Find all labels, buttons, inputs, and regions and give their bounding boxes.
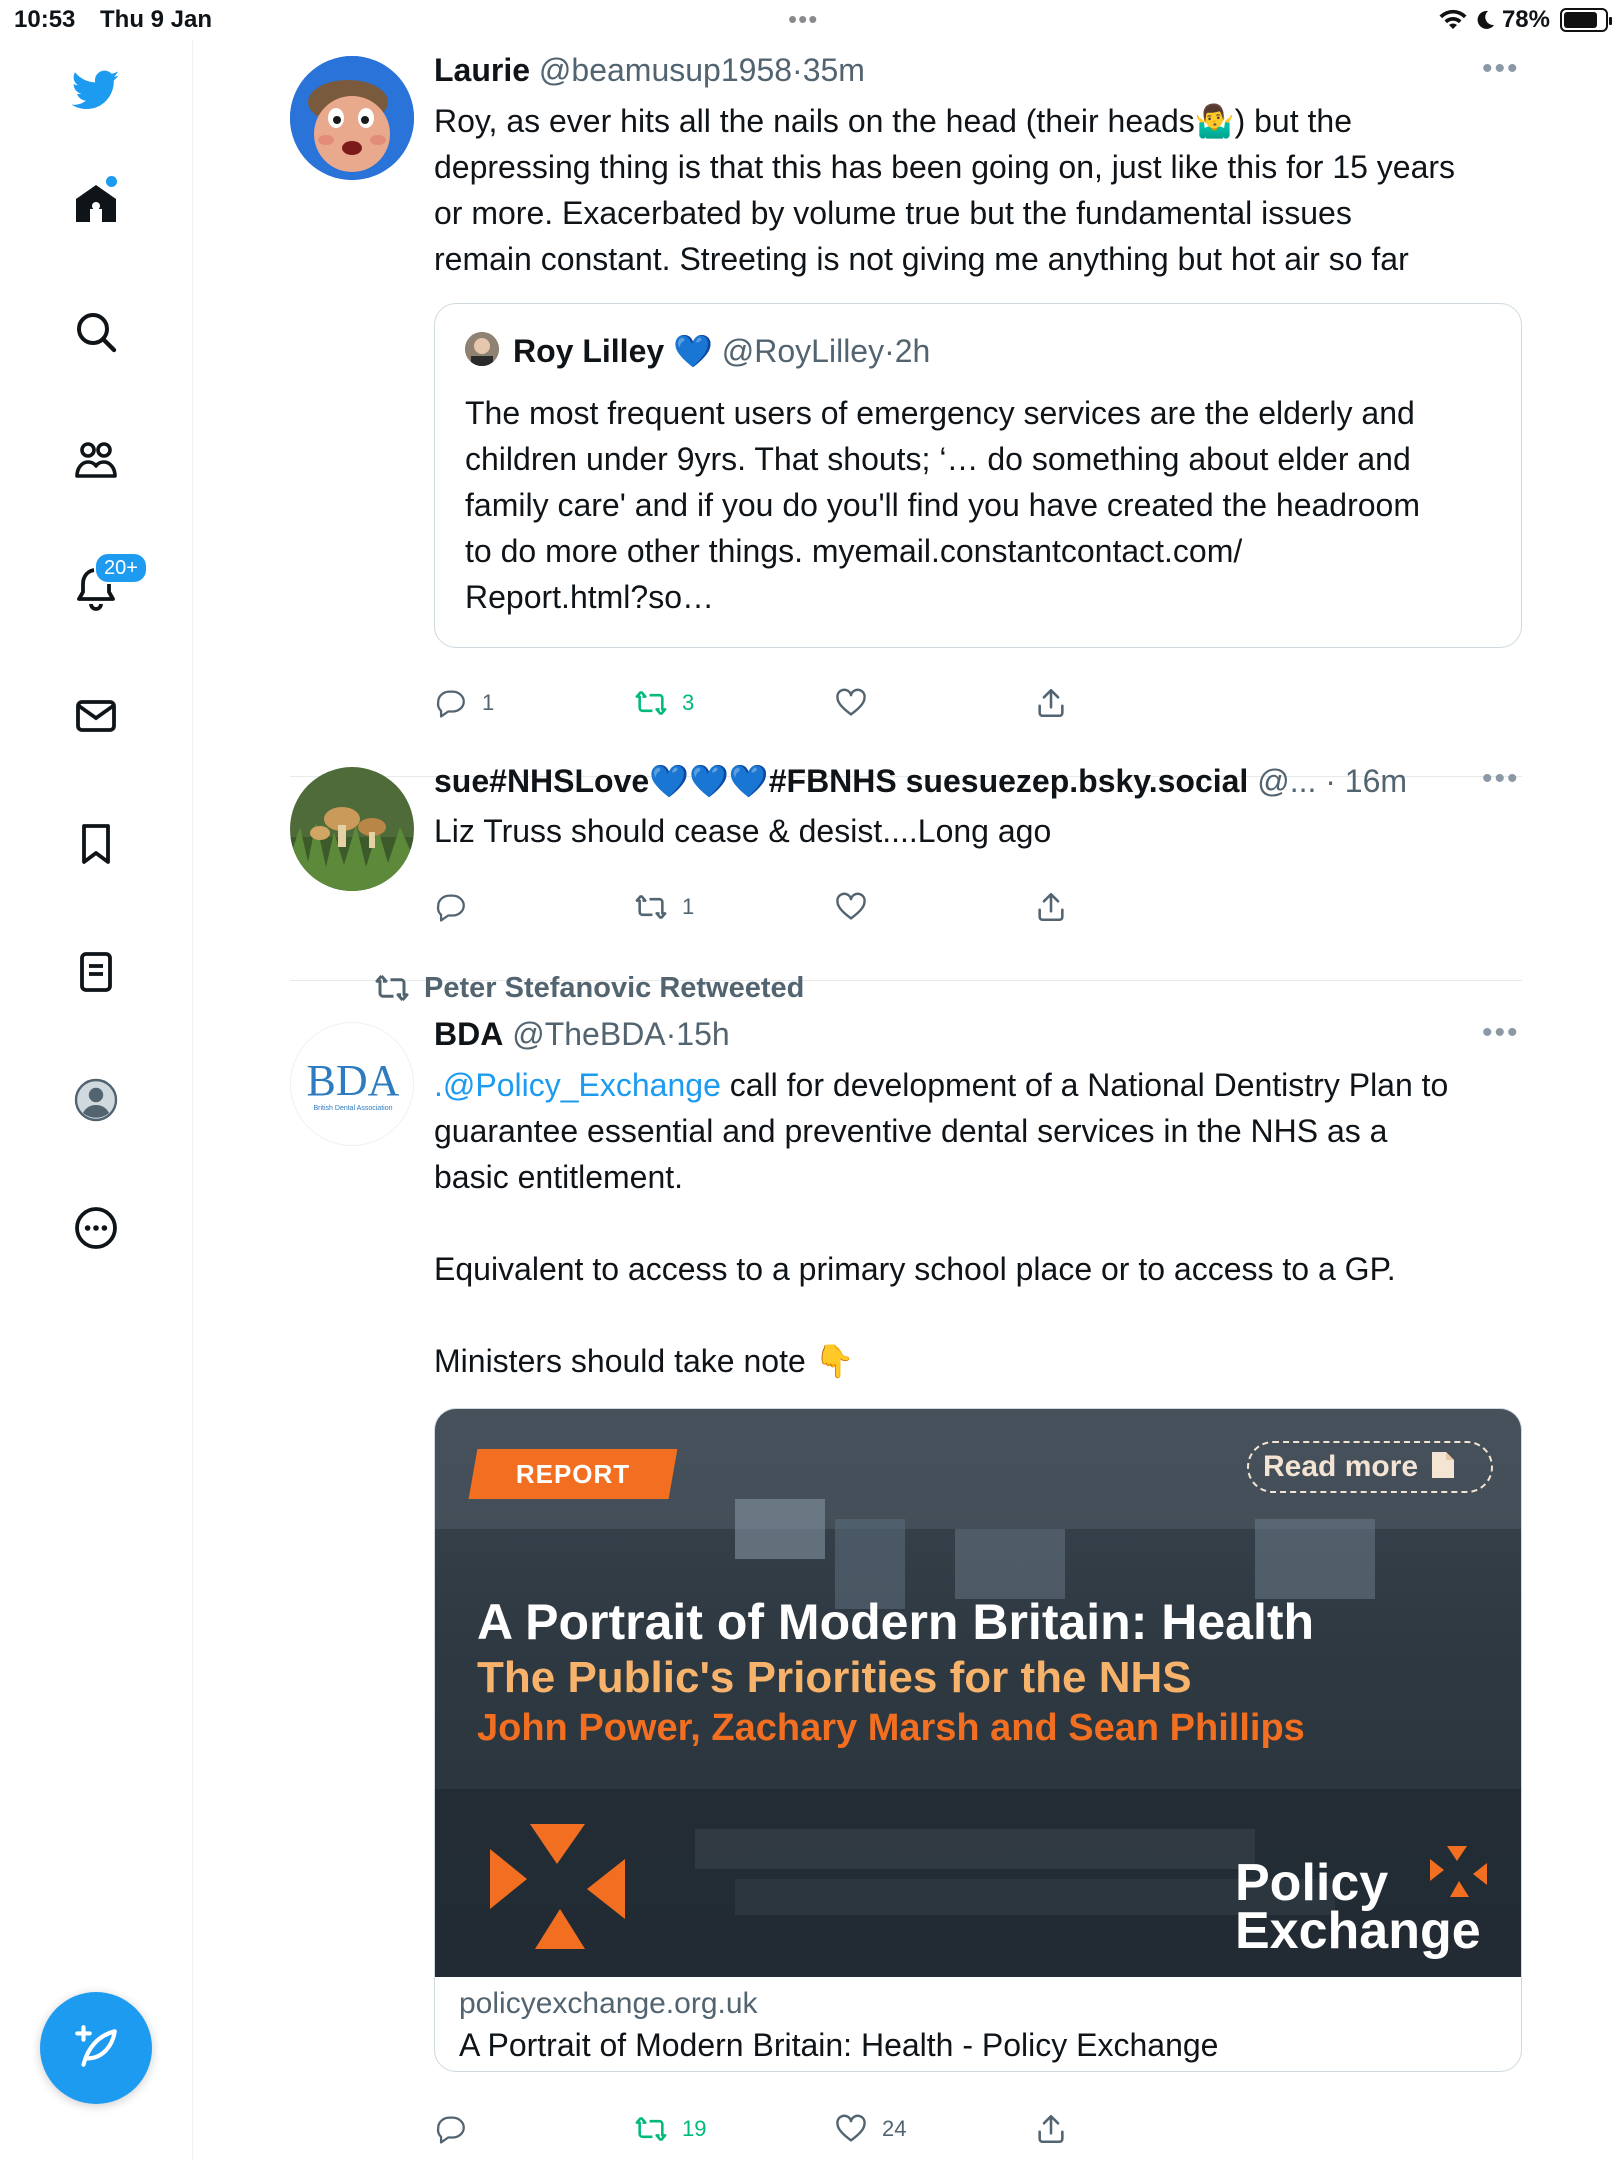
heart-icon	[834, 686, 868, 720]
handle[interactable]: @TheBDA	[512, 1016, 666, 1052]
nav-notifications[interactable]	[64, 556, 138, 620]
compose-feather-icon	[71, 2023, 121, 2073]
card-authors: John Power, Zachary Marsh and Sean Phillips	[477, 1707, 1305, 1749]
battery-percent: 78%	[1501, 6, 1550, 33]
link-domain: policyexchange.org.uk	[459, 1987, 758, 2020]
retweet-icon	[634, 890, 668, 924]
status-time: 10:53	[14, 6, 76, 33]
link-title: A Portrait of Modern Britain: Health - Policy Exchange	[459, 2027, 1219, 2063]
nav-communities[interactable]	[64, 428, 128, 492]
handle[interactable]: @beamusup1958	[538, 52, 793, 88]
policy-exchange-mark-icon	[475, 1809, 645, 1959]
nav-explore[interactable]	[64, 300, 128, 364]
retweeted-by[interactable]: Peter Stefanovic Retweeted	[374, 970, 804, 1006]
reply-count: 1	[482, 690, 495, 715]
separator: ·	[792, 52, 803, 88]
quote-text: The most frequent users of emergency services are the elderly and children under 9yrs. That shouts; ‘… do something about elder and family care' and if you do you'll find you have created the headroom to do more other things. myemail.constantcontact.com/ Report.html?so…	[465, 395, 1420, 615]
communities-icon	[72, 436, 120, 484]
reply-button[interactable]	[434, 2112, 482, 2146]
profile-avatar-icon	[72, 1076, 120, 1124]
moon-icon	[1474, 9, 1496, 31]
like-button[interactable]	[834, 890, 882, 924]
tweet-text: Roy, as ever hits all the nails on the head (their heads🤷‍♂️) but the depressing thing is that this has been going on, just like this for 15 years or more. Exacerbated by volume true but the fundamental issues remain constant. Streeting is not giving me anything but hot air so far	[434, 103, 1456, 277]
retweet-count: 19	[682, 2116, 707, 2141]
battery-icon	[1560, 8, 1608, 32]
retweet-icon	[634, 686, 668, 720]
timestamp[interactable]: 35m	[802, 52, 865, 88]
nav-messages[interactable]	[64, 684, 128, 748]
avatar[interactable]	[290, 767, 414, 891]
wifi-icon	[1438, 8, 1468, 32]
share-icon	[1034, 2112, 1068, 2146]
tweet-text: .@Policy_Exchange call for development of a National Dentistry Plan to guarantee essential and preventive dental services in the NHS as a basic entitlement. Equivalent to access to a primary school place or to access to a GP. Ministers should take note 👇	[434, 1067, 1449, 1379]
card-image: REPORT Read more A Portrait of Modern Britain: Health The Public's Priorities for the NHS John Power, Zachary Marsh and Sean Phillips Policy Exchange	[435, 1409, 1522, 1977]
share-button[interactable]	[1034, 686, 1068, 720]
home-icon	[72, 180, 120, 228]
blue-heart-emoji: 💙	[673, 333, 713, 369]
reply-button[interactable]	[434, 890, 482, 924]
quote-display-name: Roy Lilley	[513, 333, 665, 369]
display-name[interactable]: Laurie	[434, 52, 531, 88]
tweet-text: Liz Truss should cease & desist....Long ago	[434, 813, 1052, 849]
retweet-button[interactable]	[634, 890, 694, 924]
share-icon	[1034, 686, 1068, 720]
share-icon	[1034, 890, 1068, 924]
nav-more[interactable]	[64, 1196, 128, 1260]
share-button[interactable]	[1034, 2112, 1068, 2146]
policy-exchange-logo: Policy Exchange	[1235, 1854, 1481, 1960]
avatar-bda-logo: BDA	[306, 1056, 400, 1105]
reply-icon	[434, 890, 468, 924]
more-circle-icon	[72, 1204, 120, 1252]
twitter-logo-icon[interactable]	[64, 58, 128, 122]
timestamp[interactable]: 16m	[1344, 763, 1408, 799]
quote-handle: @RoyLilley	[721, 333, 885, 369]
tweet-actions	[434, 2112, 1134, 2152]
timestamp[interactable]: 15h	[676, 1016, 730, 1052]
retweet-count: 3	[682, 690, 695, 715]
card-title: A Portrait of Modern Britain: Health	[477, 1594, 1315, 1650]
retweet-icon	[374, 970, 410, 1006]
heart-icon	[834, 890, 868, 924]
more-options-icon[interactable]: •••	[1482, 52, 1520, 85]
search-icon	[72, 308, 120, 356]
quoted-tweet[interactable]: Roy Lilley 💙 @RoyLilley · 2h The most frequent users of emergency services are the elderly and children under 9yrs. That shouts; ‘… do something about elder and family care' and if you do you'll find you have created the headroom to do more other things. myemail.constantcontact.com/ Report.html?so…	[434, 303, 1522, 648]
envelope-icon	[72, 692, 120, 740]
sidebar	[0, 40, 193, 2160]
quote-timestamp: 2h	[894, 333, 931, 369]
nav-lists[interactable]	[64, 940, 128, 1004]
like-count: 24	[882, 2116, 907, 2141]
avatar[interactable]: BDA British Dental Association	[290, 1022, 414, 1146]
share-button[interactable]	[1034, 890, 1068, 924]
retweet-count: 1	[682, 894, 695, 919]
status-date: Thu 9 Jan	[100, 6, 213, 33]
link-preview-card[interactable]	[434, 1408, 1522, 2072]
bookmark-icon	[72, 820, 120, 868]
nav-bookmarks[interactable]	[64, 812, 128, 876]
document-icon	[1430, 1450, 1456, 1480]
tweet-actions	[434, 890, 1134, 930]
display-name[interactable]: sue#NHSLove💙💙💙#FBNHS suesuezep.bsky.social	[434, 763, 1249, 799]
reply-button[interactable]	[434, 686, 494, 720]
multitasking-dots-icon[interactable]: •••	[788, 4, 819, 34]
reply-icon	[434, 2112, 468, 2146]
quote-avatar	[465, 332, 499, 366]
notifications-badge: 20+	[94, 552, 148, 584]
like-button[interactable]	[834, 686, 882, 720]
handle[interactable]: @...	[1257, 763, 1317, 799]
avatar[interactable]	[290, 56, 414, 180]
reply-icon	[434, 686, 468, 720]
more-options-icon[interactable]: •••	[1482, 762, 1520, 795]
like-button[interactable]	[834, 2112, 906, 2146]
status-bar	[0, 0, 1620, 40]
compose-tweet-button[interactable]	[40, 1992, 152, 2104]
mention-link[interactable]: .@Policy_Exchange	[434, 1067, 721, 1103]
policy-exchange-small-mark-icon	[1425, 1841, 1495, 1901]
nav-home[interactable]	[64, 172, 128, 236]
display-name[interactable]: BDA	[434, 1016, 504, 1052]
more-options-icon[interactable]: •••	[1482, 1016, 1520, 1049]
unread-dot	[106, 176, 117, 187]
retweet-icon	[634, 2112, 668, 2146]
read-more-badge: Read more	[1247, 1441, 1493, 1493]
retweet-button[interactable]	[634, 2112, 706, 2146]
card-subtitle: The Public's Priorities for the NHS	[477, 1653, 1192, 1702]
tweet-actions	[434, 686, 1134, 726]
retweet-button[interactable]	[634, 686, 694, 720]
lists-icon	[72, 948, 120, 996]
nav-profile[interactable]	[64, 1068, 128, 1132]
heart-icon	[834, 2112, 868, 2146]
